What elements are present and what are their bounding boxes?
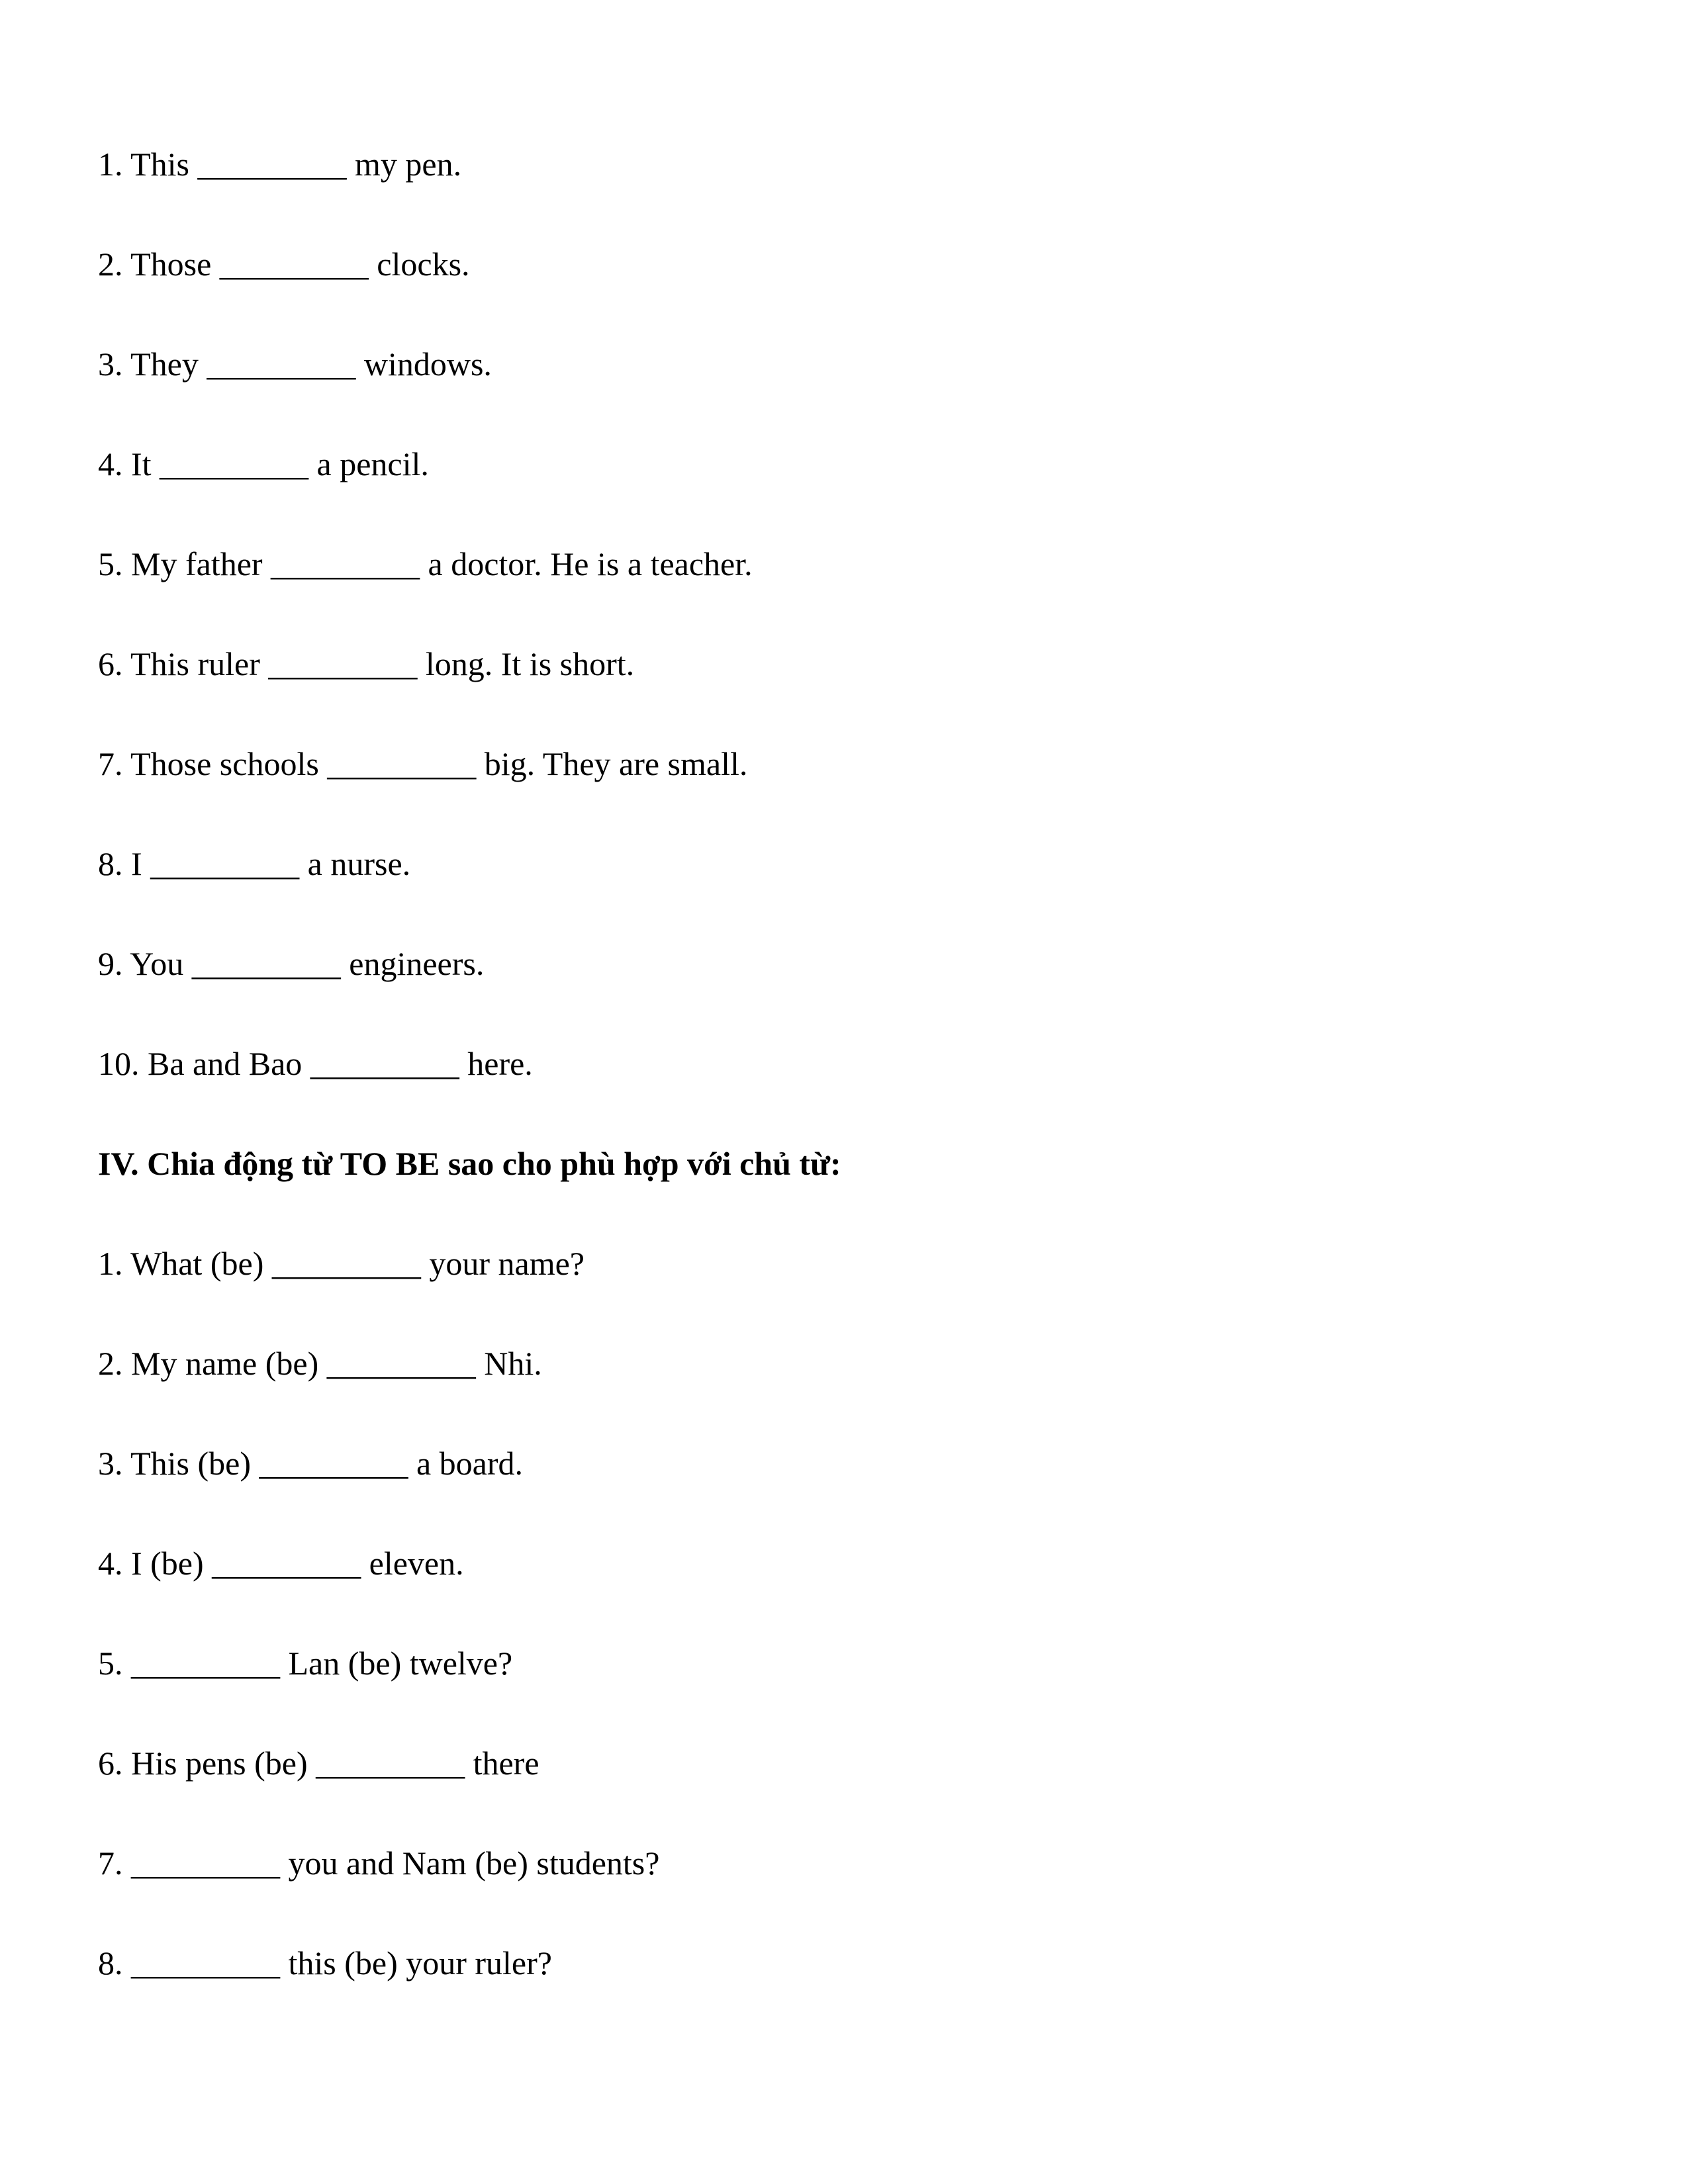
exercise-item: 7. _________ you and Nam (be) students?	[98, 1844, 660, 1882]
exercise-item: 2. Those _________ clocks.	[98, 246, 470, 283]
exercise-item: 1. What (be) _________ your name?	[98, 1245, 585, 1282]
exercise-item: 8. _________ this (be) your ruler?	[98, 1944, 552, 1981]
exercise-item: 7. Those schools _________ big. They are small.	[98, 745, 748, 782]
exercise-item: 9. You _________ engineers.	[98, 945, 485, 982]
exercise-item: 8. I _________ a nurse.	[98, 845, 411, 882]
exercise-item: 4. I (be) _________ eleven.	[98, 1545, 464, 1582]
exercise-item: 2. My name (be) _________ Nhi.	[98, 1345, 542, 1382]
exercise-item: 6. This ruler _________ long. It is short.	[98, 645, 635, 682]
exercise-item: 3. This (be) _________ a board.	[98, 1445, 524, 1482]
exercise-item: 10. Ba and Bao _________ here.	[98, 1045, 533, 1082]
exercise-item: 4. It _________ a pencil.	[98, 445, 429, 482]
exercise-item: 5. _________ Lan (be) twelve?	[98, 1645, 513, 1682]
exercise-item: 5. My father _________ a doctor. He is a teacher.	[98, 545, 753, 582]
section-heading: IV. Chia động từ TO BE sao cho phù hợp với chủ từ:	[98, 1145, 841, 1182]
exercise-item: 6. His pens (be) _________ there	[98, 1745, 539, 1782]
exercise-item: 1. This _________ my pen.	[98, 146, 462, 183]
exercise-item: 3. They _________ windows.	[98, 345, 492, 383]
